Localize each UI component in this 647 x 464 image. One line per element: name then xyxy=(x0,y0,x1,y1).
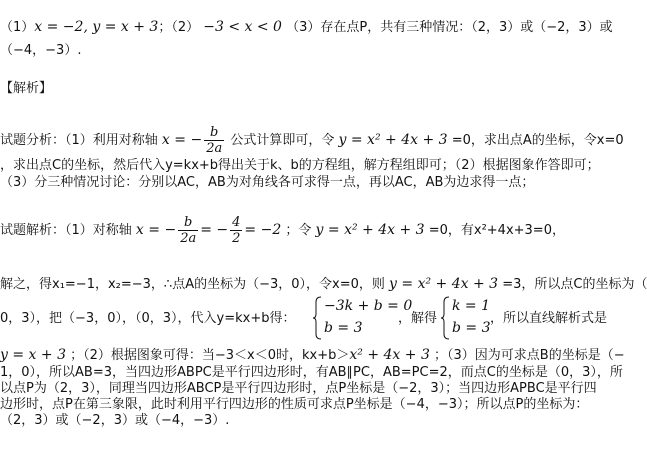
parabola-formula-3: y = x² + 4x + 3 xyxy=(389,276,499,292)
system-1-row-2: b = 3 xyxy=(324,320,363,336)
fraction-denominator: 2a xyxy=(206,141,223,156)
solution-text-2a: 解之，得x₁=−1，x₂=−3，∴点A的坐标为（−3，0），令x=0，则 xyxy=(0,277,385,292)
line-formula: y = x + 3 xyxy=(0,347,66,363)
solution-intro: 试题解析：（1）对称轴 xyxy=(0,223,132,238)
analysis-line-1 xyxy=(0,122,624,159)
equals-minus: = − xyxy=(200,222,229,238)
answer-part-2-formula: −3 < x < 0 xyxy=(203,19,282,35)
equals-result: = −2 xyxy=(244,222,282,238)
system-2-row-1: k = 1 xyxy=(452,298,491,314)
analysis-intro: 试题分析：（1）利用对称轴 xyxy=(0,133,158,148)
fraction-numerator: b xyxy=(204,125,224,141)
solution-text-3c: ，所以直线解析式是 xyxy=(490,311,608,326)
analysis-line-2 xyxy=(0,157,600,175)
quadratic-expression: x² + 4x + 3 xyxy=(349,347,430,363)
analysis-line-3 xyxy=(0,174,534,192)
axis-fraction xyxy=(204,125,224,156)
analysis-text-b: 公式计算即可，令 xyxy=(230,133,335,148)
analysis-text-2: ，求出点C的坐标，然后代入y=kx+b得出关于k、b的方程组，解方程组即可；（2）根据图象作答即可； xyxy=(0,158,600,173)
axis-formula-x: x = − xyxy=(161,132,203,148)
axis-formula-x-2: x = − xyxy=(135,222,177,238)
solution-line-3b xyxy=(398,310,437,328)
answer-line-2 xyxy=(0,42,81,60)
solution-text-4a: ；（2）根据图象可得：当−3＜x＜0时，kx+b＞ xyxy=(70,348,350,363)
axis-fraction-2 xyxy=(178,215,198,246)
section-header xyxy=(0,80,52,98)
value-numerator: 4 xyxy=(232,215,241,230)
solution-text-4b: ；（3）因为可求点B的坐标是（− xyxy=(434,348,625,363)
solution-text-3a: 0，3），把（−3，0），（0，3），代入y=kx+b得： xyxy=(0,311,296,326)
solution-line-3 xyxy=(0,310,295,328)
parabola-formula-2: y = x² + 4x + 3 xyxy=(315,222,425,238)
solution-line-1 xyxy=(0,212,565,249)
fraction-numerator-2: b xyxy=(178,215,198,231)
answer-part-2-label: ；（2） xyxy=(158,20,200,35)
solution-text-8: （2，3）或（−2，3）或（−4，−3）. xyxy=(0,413,230,428)
system-1-row-1: −3k + b = 0 xyxy=(324,298,413,314)
section-header-text: 【解析】 xyxy=(0,81,53,96)
answer-part-3-text: （3）存在点P，共有三种情况：（2，3）或（−2，3）或 xyxy=(286,20,613,35)
brace-icon xyxy=(440,296,450,340)
answer-line-1 xyxy=(0,18,613,37)
solution-text-2b: =3，所以点C的坐标为（ xyxy=(502,277,647,292)
solution-line-8 xyxy=(0,412,229,430)
answer-part-1-label: （1） xyxy=(0,20,35,35)
brace-icon xyxy=(312,296,322,340)
solution-text-c: =0，有x²+4x+3=0， xyxy=(428,223,565,238)
fraction-denominator-2: 2a xyxy=(180,231,197,246)
analysis-text-c: =0，求出点A的坐标，令x=0 xyxy=(451,133,624,148)
solution-text-3b: ，解得 xyxy=(398,311,438,326)
solution-text-b: ；令 xyxy=(285,223,312,238)
solution-text-5: 1，0），所以AB=3，当四边形ABPC是平行四边形时，有AB∥PC，AB=PC=2，而点C的坐标是（0，3），所 xyxy=(0,365,623,380)
analysis-text-3: （3）分三种情况讨论：分别以AC，AB为对角线各可求得一点，再以AC，AB为边求得一点； xyxy=(0,175,535,190)
solution-line-4 xyxy=(0,346,625,365)
value-denominator: 2 xyxy=(232,231,241,246)
solution-text-7: 边形时，点P在第三象限，此时利用平行四边形的性质可求点P坐标是（−4，−3）；所以点P的坐标为： xyxy=(0,397,589,412)
parabola-formula: y = x² + 4x + 3 xyxy=(338,132,448,148)
value-fraction xyxy=(230,215,242,246)
answer-line-2-text: （−4，−3）. xyxy=(0,43,82,58)
answer-part-1-formula: x = −2, y = x + 3 xyxy=(34,19,159,35)
solution-line-3c xyxy=(490,310,607,328)
system-2-row-2: b = 3 xyxy=(452,320,491,336)
equation-system-1 xyxy=(312,296,412,340)
solution-text-6: 以点P为（2，3），同理当四边形ABCP是平行四边形时，点P坐标是（−2，3）；当四边形APBC是平行四 xyxy=(0,381,597,396)
solution-line-2 xyxy=(0,275,647,294)
